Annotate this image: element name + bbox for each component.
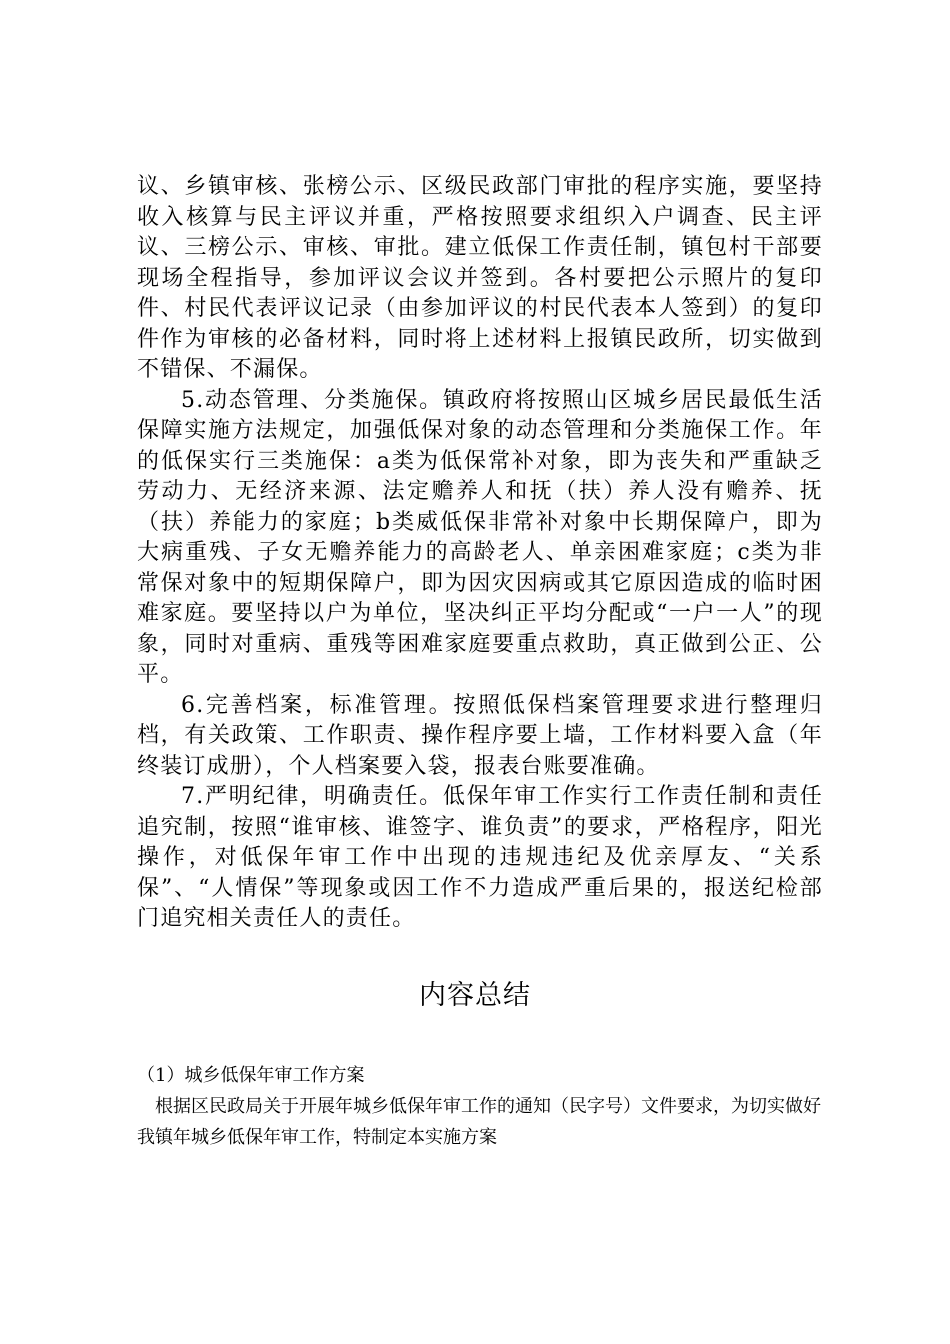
summary-heading: （1）城乡低保年审工作方案 bbox=[137, 1065, 365, 1086]
paragraph-continuation: 议、乡镇审核、张榜公示、区级民政部门审批的程序实施，要坚持收入核算与民主评议并重，严格按照要求组织入户调查、民主评议、三榜公示、审核、审批。建立低保工作责任制，镇包村干部要现场全程指导，参加评议会议并签到。各村要把公示照片的复印件、村民代表评议记录（由参加评议的村民代表本人签到）的复印件作为审核的必备材料，同时将上述材料上报镇民政所，切实做到不错保、不漏保。 bbox=[137, 174, 823, 382]
paragraph-item-7: 7.严明纪律，明确责任。低保年审工作实行工作责任制和责任追究制，按照“谁审核、谁签字、谁负责”的要求，严格程序，阳光操作，对低保年审工作中出现的违规违纪及优亲厚友、“关系保”、“人情保”等现象或因工作不力造成严重后果的，报送纪检部门追究相关责任人的责任。 bbox=[137, 784, 823, 931]
summary-title: 内容总结 bbox=[419, 980, 531, 1011]
paragraph-item-6: 6.完善档案，标准管理。按照低保档案管理要求进行整理归档，有关政策、工作职责、操作程序要上墙，工作材料要入盒（年终装订成册），个人档案要入袋，报表台账要准确。 bbox=[137, 692, 823, 779]
summary-section bbox=[137, 1060, 827, 1153]
paragraph-item-5: 5.动态管理、分类施保。镇政府将按照山区城乡居民最低生活保障实施方法规定，加强低保对象的动态管理和分类施保工作。年的低保实行三类施保：a类为低保常补对象，即为丧失和严重缺乏劳动力、无经济来源、法定赡养人和抚（扶）养人没有赡养、抚（扶）养能力的家庭；b类威低保非常补对象中长期保障户，即为大病重残、子女无赡养能力的高龄老人、单亲困难家庭；c类为非常保对象中的短期保障户，即为因灾因病或其它原因造成的临时困难家庭。要坚持以户为单位，坚决纠正平均分配或“一户一人”的现象，同时对重病、重残等困难家庭要重点救助，真正做到公正、公平。 bbox=[137, 387, 823, 687]
document-body bbox=[137, 172, 823, 935]
summary-text: 根据区民政局关于开展年城乡低保年审工作的通知（民字号）文件要求，为切实做好我镇年城乡低保年审工作，特制定本实施方案 bbox=[137, 1096, 821, 1148]
